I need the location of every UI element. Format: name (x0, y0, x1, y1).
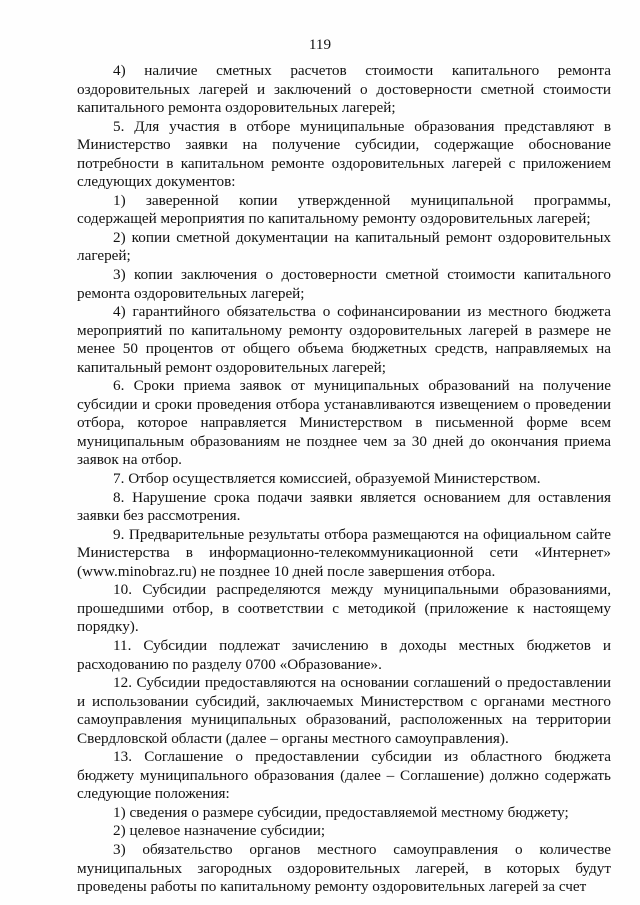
paragraph: 10. Субсидии распределяются между муниципальными образованиями, прошедшими отбор, в соответствии с методикой (приложение к настоящему порядку). (77, 581, 611, 636)
paragraph: 12. Субсидии предоставляются на основании соглашений о предоставлении и использовании субсидий, заключаемых Министерством с органами местного самоуправления муниципальных образований, расположенных на территории Свердловской области (далее – органы местного самоуправления). (77, 674, 611, 747)
paragraph: 9. Предварительные результаты отбора размещаются на официальном сайте Министерства в информационно-телекоммуникационной сети «Интернет» (www.minobraz.ru) не позднее 10 дней после завершения отбора. (77, 525, 611, 580)
paragraph: 3) обязательство органов местного самоуправления о количестве муниципальных загородных оздоровительных лагерей, в которых будут проведены работы по капитальному ремонту оздоровительных лагерей за счет (77, 840, 611, 896)
paragraph: 8. Нарушение срока подачи заявки является основанием для оставления заявки без рассмотрения. (77, 488, 611, 525)
paragraph: 6. Сроки приема заявок от муниципальных образований на получение субсидии и сроки проведения отбора устанавливаются извещением о проведении отбора, которое направляется Министерством в письменной форме всем муниципальным образованиям не позднее чем за 30 дней до окончания приема заявок на отбор. (77, 377, 611, 469)
paragraph: 2) целевое назначение субсидии; (113, 822, 326, 840)
paragraph: 1) заверенной копии утвержденной муниципальной программы, содержащей мероприятия по капитальному ремонту оздоровительных лагерей; (77, 191, 611, 228)
paragraph: 2) копии сметной документации на капитальный ремонт оздоровительных лагерей; (77, 228, 611, 265)
paragraph: 11. Субсидии подлежат зачислению в доходы местных бюджетов и расходованию по разделу 0700 «Образование». (77, 636, 611, 673)
document-body (77, 62, 611, 897)
paragraph: 7. Отбор осуществляется комиссией, образуемой Министерством. (113, 470, 541, 488)
paragraph: 4) наличие сметных расчетов стоимости капитального ремонта оздоровительных лагерей и заключений о достоверности сметной стоимости капитального ремонта оздоровительных лагерей; (77, 62, 611, 117)
paragraph: 1) сведения о размере субсидии, предоставляемой местному бюджету; (113, 803, 569, 821)
paragraph: 13. Соглашение о предоставлении субсидии из областного бюджета бюджету муниципального образования (далее – Соглашение) должно содержать следующие положения: (77, 748, 611, 803)
page-number: 119 (308, 36, 332, 53)
paragraph: 3) копии заключения о достоверности сметной стоимости капитального ремонта оздоровительных лагерей; (77, 266, 611, 302)
paragraph: 4) гарантийного обязательства о софинансировании из местного бюджета мероприятий по капитальному ремонту оздоровительных лагерей в размере не менее 50 процентов от общего объема бюджетных средств, направляемых на капитальный ремонт оздоровительных лагерей; (77, 303, 611, 376)
paragraph: 5. Для участия в отборе муниципальные образования представляют в Министерство заявки на получение субсидии, содержащие обоснование потребности в капитальном ремонте оздоровительных лагерей с приложением следующих документов: (77, 117, 611, 191)
